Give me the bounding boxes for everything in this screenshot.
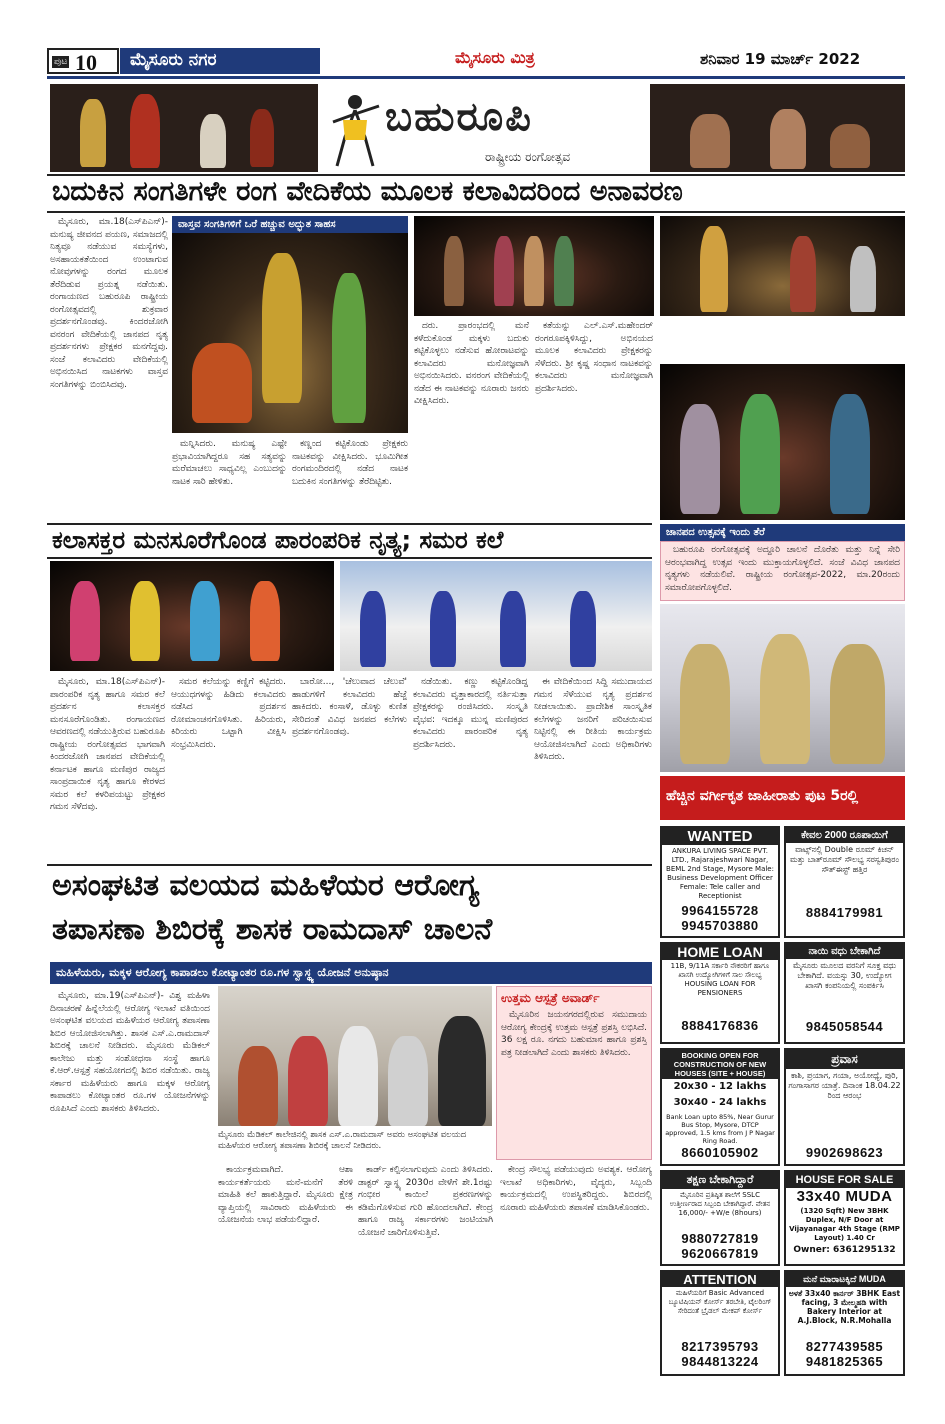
ad-house-sale[interactable] xyxy=(784,1170,905,1266)
award-box xyxy=(496,986,652,1160)
ad-room-head: ಕೇವಲ 2000 ರೂಪಾಯಿಗೆ xyxy=(786,828,903,843)
ad-house-sale-size: 33x40 MUDA xyxy=(796,1188,893,1205)
page-number: 10 xyxy=(75,50,97,75)
rule xyxy=(47,557,652,559)
rule xyxy=(47,864,652,866)
story3-column: ಮೈಸೂರು, ಮಾ.19(ಎಸ್‌ಪಿಎನ್)- ವಿಶ್ವ ಮಹಿಳಾ ದಿನಾಚರಣೆ ಹಿನ್ನೆಲೆಯಲ್ಲಿ ಆರೋಗ್ಯ ಇಲಾಖೆ ವತಿಯಿಂದ ಅಸಂಘಟಿತ ವಲಯದ ಮಹಿಳೆಯರ ಆರೋಗ್ಯ ತಪಾಸಣಾ ಶಿಬಿರ ಆಯೋಜಿಸಲಾಗಿತ್ತು. ಶಾಸಕ ಎಸ್.ಎ.ರಾಮದಾಸ್ ಶಿಬಿರಕ್ಕೆ ಚಾಲನೆ ನೀಡಿದರು. ಮೈಸೂರು ಮೆಡಿಕಲ್ ಕಾಲೇಜು ಮತ್ತು ಸಂಶೋಧನಾ ಸಂಸ್ಥೆ ಹಾಗೂ ಕೆ.ಆರ್.ಆಸ್ಪತ್ರೆ ಸಹಯೋಗದಲ್ಲಿ ಶಿಬಿರ ನಡೆಯಿತು. ರಾಜ್ಯ ಸರ್ಕಾರ ಮಹಿಳೆಯರು ಹಾಗೂ ಮಕ್ಕಳ ಆರೋಗ್ಯ ಕಾಪಾಡಲು ಕೋಟ್ಯಾಂತರ ರೂ.ಗಳ ಯೋಜನೆಗಳನ್ನು ರೂಪಿಸಿದೆ ಎಂದು ಶಾಸಕರು ತಿಳಿಸಿದರು. xyxy=(50,991,210,1114)
ad-house-muda-head: ಮನೆ ಮಾರಾಟಕ್ಕಿದೆ MUDA xyxy=(786,1272,903,1287)
ad-booking-phone: 8660105902 xyxy=(681,1145,759,1160)
story2-photo-dance xyxy=(50,561,334,671)
rule xyxy=(47,523,652,525)
ad-booking-line1: 20x30 - 12 lakhs xyxy=(673,1081,767,1092)
ad-house-muda-phone: 9481825365 xyxy=(805,1354,884,1369)
ad-room-body: ವಾಟ್ಸ್‌ನಲ್ಲಿ Double ರೂಮ್‌ ಕಿಚನ್ ಮತ್ತು ಬಾತ್‌ರೂಮ್ ಸೌಲಭ್ಯ ಸರಸ್ವತಿಪುರಂ ಸೌತ್‌ಈಸ್ಟ್ ಹತ್ತಿರ xyxy=(789,845,900,874)
story3-subhead: ಮಹಿಳೆಯರು, ಮಕ್ಕಳ ಆರೋಗ್ಯ ಕಾಪಾಡಲು ಕೋಟ್ಯಾಂತರ ರೂ.ಗಳ ಸ್ವಾಸ್ಥ್ಯ ಯೋಜನೆ ಅನುಷ್ಠಾನ xyxy=(50,962,652,984)
ad-home-loan-head: HOME LOAN xyxy=(662,944,778,960)
ad-travel-head: ಪ್ರವಾಸ xyxy=(786,1050,903,1069)
story3-column: ಕಾರ್ಡ್ ಕಲ್ಪಿಸಲಾಗುವುದು ಎಂದು ತಿಳಿಸಿದರು. ಡಾಕ್ಟರ್ ಸ್ವಾಸ್ಥ್ಯ 2030ರ ವೇಳೆಗೆ ಶೇ.1ರಷ್ಟು ಗಂಭೀರ ಕಾಯಿಲೆ ಪ್ರಕರಣಗಳನ್ನು ಕಡಿಮೆಗೊಳಿಸುವ ಗುರಿ ಹೊಂದಲಾಗಿದೆ. ಕೇಂದ್ರ ಹಾಗೂ ರಾಜ್ಯ ಸರ್ಕಾರಗಳು ಜಂಟಿಯಾಗಿ ಯೋಜನೆ ಜಾರಿಗೊಳಿಸುತ್ತಿವೆ. xyxy=(358,1165,493,1238)
story2-column: ಬಾರೋ..., 'ಚೆಲುವಾದ ಚೆಲುವೆ' ಹಾಡುಗಳಿಗೆ ಕಲಾವಿದರು ಹೆಜ್ಜೆ ಹಾಕಿದರು. ಕಂಸಾಳೆ, ಡೊಳ್ಳು ಕುಣಿತ ಸೇರಿದಂತೆ ವಿವಿಧ ಜನಪದ ಕಲೆಗಳು ಪ್ರದರ್ಶನಗೊಂಡವು. xyxy=(292,677,407,737)
notice-body: ಬಹುರೂಪಿ ರಂಗೋತ್ಸವಕ್ಕೆ ಅದ್ದೂರಿ ಚಾಲನೆ ದೊರೆತು ಮತ್ತು ನಿನ್ನೆ ಸೇರಿ ಆರಂಭವಾಗಿದ್ದ ಉತ್ಸವ ಇಂದು ಮುಕ್ತಾಯಗೊಳ್ಳಲಿದೆ. ಸಂಜೆ ವಿವಿಧ ಜಾನಪದ ನೃತ್ಯಗಳು ನಡೆಯಲಿವೆ. ರಾಷ್ಟ್ರೀಯ ರಂಗೋತ್ಸವ-2022, ಮಾ.20ರಂದು ಸಮಾರೋಪಗೊಳ್ಳಲಿದೆ. xyxy=(660,541,905,601)
ad-travel-body: ಕಾಶಿ, ಪ್ರಯಾಗ, ಗಯಾ, ಅಯೋಧ್ಯೆ, ಪುರಿ, ಗಂಗಾಸಾಗರ ಯಾತ್ರೆ. ದಿನಾಂಕ 18.04.22 ರಿಂದ ಆರಂಭ xyxy=(788,1071,901,1100)
ad-booking[interactable] xyxy=(660,1048,780,1166)
page-label: ಪುಟ xyxy=(54,57,68,67)
award-body: ಮೈಸೂರಿನ ಜಯನಗರದಲ್ಲಿರುವ ಸಮುದಾಯ ಆರೋಗ್ಯ ಕೇಂದ್ರಕ್ಕೆ ಉತ್ತಮ ಆಸ್ಪತ್ರೆ ಪ್ರಶಸ್ತಿ ಲಭಿಸಿದೆ. 36 ಲಕ್ಷ ರೂ. ನಗದು ಬಹುಮಾನ ಹಾಗೂ ಪ್ರಶಸ್ತಿ ಪತ್ರ ನೀಡಲಾಗಿದೆ ಎಂದು ಶಾಸಕರು ತಿಳಿಸಿದರು. xyxy=(501,1010,647,1058)
story1-photo-tag: ವಾಸ್ತವ ಸಂಗತಿಗಳಿಗೆ ಒರೆ ಹಚ್ಚುವ ಅದ್ಭುತ ಸಾಹಸ xyxy=(172,216,408,233)
ad-home-loan-phone: 8884176836 xyxy=(681,1018,759,1033)
ad-house-muda-phone: 8277439585 xyxy=(805,1339,884,1354)
story1-column: ಮನ್ನಿಸಿದರು. ಮನುಷ್ಯ ಎಷ್ಟೇ ಪ್ರಭಾವಿಯಾಗಿದ್ದರೂ ಸಹ ಸತ್ಯವನ್ನು ಮರೆಮಾಚಲು ಸಾಧ್ಯವಿಲ್ಲ ಎಂಬುದನ್ನು ನಾಟಕ ಸಾರಿ ಹೇಳಿತು. xyxy=(172,439,287,487)
story1-column: ದರು. ಪ್ರಾರಂಭದಲ್ಲಿ ಮನೆ ಕಳೆದುಕೊಂಡ ಮಕ್ಕಳು ಬದುಕು ಕಟ್ಟಿಕೊಳ್ಳಲು ನಡೆಸುವ ಹೋರಾಟವನ್ನು ಕಲಾವಿದರು ಮನೋಜ್ಞವಾಗಿ ಅಭಿನಯಿಸಿದರು. ವನರಂಗ ವೇದಿಕೆಯಲ್ಲಿ ನಡೆದ ಈ ನಾಟಕವನ್ನು ನೂರಾರು ಜನರು ವೀಕ್ಷಿಸಿದರು. xyxy=(414,321,529,406)
ad-booking-head: BOOKING OPEN FOR CONSTRUCTION OF NEW HOUSES (SITE + HOUSE) xyxy=(662,1050,778,1079)
bahuroopi-logo-figure xyxy=(325,92,385,170)
masthead: ಮೈಸೂರು ಮಿತ್ರ xyxy=(455,48,535,67)
ad-wanted-phone: 9964155728 xyxy=(681,903,759,918)
ad-attention-phone: 9844813224 xyxy=(681,1354,759,1369)
ad-wanted-head: WANTED xyxy=(662,828,778,845)
ad-bride-wanted-head: ನಾಯಿ ವಧು ಬೇಕಾಗಿದೆ xyxy=(786,944,903,959)
story1-headline: ಬದುಕಿನ ಸಂಗತಿಗಳೇ ರಂಗ ವೇದಿಕೆಯ ಮೂಲಕ ಕಲಾವಿದರಿಂದ ಅನಾವರಣ xyxy=(52,176,683,207)
story1-photo-play xyxy=(414,216,654,316)
story3-photo-caption: ಮೈಸೂರು ಮೆಡಿಕಲ್ ಕಾಲೇಜಿನಲ್ಲಿ ಶಾಸಕ ಎಸ್.ಎ.ರಾಮದಾಸ್ ಅವರು ಅಸಂಘಟಿತ ವಲಯದ ಮಹಿಳೆಯರ ಆರೋಗ್ಯ ತಪಾಸಣಾ ಶಿಬಿರಕ್ಕೆ ಚಾಲನೆ ನೀಡಿದರು. xyxy=(218,1130,467,1151)
story3-photo-inauguration xyxy=(218,986,492,1126)
story3-column: ಕೇಂದ್ರ ಸೌಲಭ್ಯ ಪಡೆಯುವುದು ಅವಶ್ಯಕ. ಆರೋಗ್ಯ ಇಲಾಖೆ ಅಧಿಕಾರಿಗಳು, ವೈದ್ಯರು, ಸಿಬ್ಬಂದಿ ಕಾರ್ಯಕ್ರಮದಲ್ಲಿ ಉಪಸ್ಥಿತರಿದ್ದರು. ಶಿಬಿರದಲ್ಲಿ ನೂರಾರು ಮಹಿಳೆಯರು ತಪಾಸಣೆ ಮಾಡಿಸಿಕೊಂಡರು. xyxy=(500,1165,652,1213)
story2-photo-siddi-dance xyxy=(660,604,905,772)
notice-head: ಜಾನಪದ ಉತ್ಸವಕ್ಕೆ ಇಂದು ತೆರೆ xyxy=(660,524,905,541)
ad-travel[interactable] xyxy=(784,1048,905,1166)
story1-photo-krishna xyxy=(660,216,905,316)
dateline: ಶನಿವಾರ 19 ಮಾರ್ಚ್ 2022 xyxy=(700,50,861,68)
story2-column: ಮೈಸೂರು, ಮಾ.18(ಎಸ್‌ಪಿಎನ್)- ಪಾರಂಪರಿಕ ನೃತ್ಯ ಹಾಗೂ ಸಮರ ಕಲೆ ಪ್ರದರ್ಶನ ಕಲಾಸಕ್ತರ ಮನಸೂರೆಗೊಂಡಿತು. ರಂಗಾಯಣದ ಆವರಣದಲ್ಲಿ ನಡೆಯುತ್ತಿರುವ ಬಹುರೂಪಿ ರಾಷ್ಟ್ರೀಯ ರಂಗೋತ್ಸವದ ಭಾಗವಾಗಿ ಕಿಂದರಜೋಗಿ ಜಾನಪದ ವೇದಿಕೆಯಲ್ಲಿ ಕರ್ನಾಟಕ ಹಾಗೂ ಮಣಿಪುರ ರಾಜ್ಯದ ಸಾಂಪ್ರದಾಯಿಕ ನೃತ್ಯ ಹಾಗೂ ಕೇರಳದ ಸಮರ ಕಲೆ ಕಳರಿಪಯಟ್ಟು ಪ್ರೇಕ್ಷಕರ ಗಮನ ಸೆಳೆದವು. xyxy=(50,677,165,812)
story2-column: ಸಮರ ಕಲೆಯನ್ನು ಕಣ್ಣಿಗೆ ಕಟ್ಟಿದರು. ಆಯುಧಗಳನ್ನು ಹಿಡಿದು ಕಲಾವಿದರು ನಡೆಸಿದ ಪ್ರದರ್ಶನ ರೋಮಾಂಚನಗೊಳಿಸಿತು. ಹಿರಿಯರು, ಕಿರಿಯರು ಒಟ್ಟಾಗಿ ವೀಕ್ಷಿಸಿ ಸಂಭ್ರಮಿಸಿದರು. xyxy=(171,677,286,750)
ad-wanted-phone: 9945703880 xyxy=(681,918,759,933)
rule xyxy=(47,211,905,213)
story1-photo-yakshagana xyxy=(172,233,408,433)
story2-column: ನಡೆಯಿತು. ಕಣ್ಣು ಕಟ್ಟಿಕೊಂಡಿದ್ದ ಕಲಾವಿದರು ವೃತ್ತಾಕಾರದಲ್ಲಿ ನರ್ತಿಸುತ್ತಾ ಪ್ರೇಕ್ಷಕರನ್ನು ರಂಜಿಸಿದರು. ಸಂಸ್ಕೃತಿ ವೈಭವ: ಇದಕ್ಕೂ ಮುನ್ನ ಮಣಿಪುರದ ಕಲಾವಿದರು ಪಾರಂಪರಿಕ ನೃತ್ಯ ಪ್ರದರ್ಶಿಸಿದರು. xyxy=(413,677,528,750)
story3-headline-line2: ತಪಾಸಣಾ ಶಿಬಿರಕ್ಕೆ ಶಾಸಕ ರಾಮದಾಸ್ ಚಾಲನೆ xyxy=(52,912,493,947)
story1-column: ಕಣ್ಣಂದ ಕಟ್ಟಿಕೊಂಡು ಪ್ರೇಕ್ಷಕರು ನಾಟಕವನ್ನು ವೀಕ್ಷಿಸಿದರು. ಭೂಮಿಗೀತ ರಂಗಮಂದಿರದಲ್ಲಿ ನಡೆದ ನಾಟಕ ಬದುಕಿನ ಸಂಗತಿಗಳನ್ನು ತೆರೆದಿಟ್ಟಿತು. xyxy=(292,439,408,487)
section-title: ಮೈಸೂರು ನಗರ xyxy=(120,48,320,74)
ad-travel-phone: 9902698623 xyxy=(805,1145,884,1160)
story2-photo-drummers xyxy=(340,561,652,671)
ad-staff-wanted[interactable] xyxy=(660,1170,780,1266)
banner-photo-left xyxy=(50,84,318,172)
story2-column: ಈ ವೇದಿಕೆಯಿಂದ ಸಿದ್ದಿ ಸಮುದಾಯದ ಗಮನ ಸೆಳೆಯುವ ನೃತ್ಯ ಪ್ರದರ್ಶನ ನೀಡಲಾಯಿತು. ಪ್ರಾದೇಶಿಕ ಸಾಂಸ್ಕೃತಿಕ ಕಲೆಗಳನ್ನು ಜನರಿಗೆ ಪರಿಚಯಿಸುವ ನಿಟ್ಟಿನಲ್ಲಿ ಈ ರೀತಿಯ ಕಾರ್ಯಕ್ರಮ ಆಯೋಜಿಸಲಾಗಿದೆ ಎಂದು ಅಧಿಕಾರಿಗಳು ತಿಳಿಸಿದರು. xyxy=(534,677,652,762)
story1-photo-drama xyxy=(660,364,905,520)
ad-house-muda[interactable] xyxy=(784,1270,905,1376)
ad-house-muda-body: ಅಳತೆ 33x40 ಕಾರ್ನರ್ 3BHK East facing, 3 ಮೇಲ್ಮಹಡಿ with Bakery Interior at A.J.Block, N.R.Mohalla xyxy=(788,1289,901,1325)
award-head: ಉತ್ತಮ ಆಸ್ಪತ್ರೆ ಅವಾರ್ಡ್ xyxy=(501,991,600,1005)
ad-staff-wanted-phone: 9620667819 xyxy=(681,1246,759,1261)
story1-column: ಕತೆಯನ್ನು ಎಲ್.ಎಸ್.ಮಹೇಂದರ್ ರಂಗರೂಪಕ್ಕಿಳಿಸಿದ್ದು, ಅಭಿನಯದ ಮೂಲಕ ಕಲಾವಿದರು ಪ್ರೇಕ್ಷಕರನ್ನು ಸೆಳೆದರು. ಶ್ರೀ ಕೃಷ್ಣ ಸಂಧಾನ ನಾಟಕವನ್ನು ಕಲಾವಿದರು ಮನೋಜ್ಞವಾಗಿ ಪ್ರದರ್ಶಿಸಿದರು. xyxy=(535,321,653,394)
story3-headline-line1: ಅಸಂಘಟಿತ ವಲಯದ ಮಹಿಳೆಯರ ಆರೋಗ್ಯ xyxy=(52,868,480,903)
ad-room-phone: 8884179981 xyxy=(805,905,884,920)
ad-wanted-body: ANKURA LIVING SPACE PVT. LTD., Rajarajeshwari Nagar, BEML 2nd Stage, Mysore Male: Business Development Officer Female: Tele caller and Receptionist xyxy=(666,847,774,900)
ad-booking-body: Bank Loan upto 85%, Near Gurur Bus Stop, Mysore, DTCP approved, 1.5 kms from J P Nagar Ring Road. xyxy=(665,1113,775,1145)
header-rule xyxy=(47,76,905,79)
story3-column: ಕಾರ್ಯಕ್ರಮವಾಗಿದೆ. ಆಶಾ ಕಾರ್ಯಕರ್ತೆಯರು ಮನೆ-ಮನೆಗೆ ತೆರಳಿ ಮಾಹಿತಿ ಕಲೆ ಹಾಕುತ್ತಿದ್ದಾರೆ. ಮೈಸೂರು ಕ್ಷೇತ್ರ ವ್ಯಾಪ್ತಿಯಲ್ಲಿ ಸಾವಿರಾರು ಮಹಿಳೆಯರು ಈ ಯೋಜನೆಯ ಲಾಭ ಪಡೆಯಲಿದ್ದಾರೆ. xyxy=(218,1165,353,1225)
classifieds-banner: ಹೆಚ್ಚಿನ ವರ್ಗೀಕೃತ ಜಾಹೀರಾತು ಪುಟ 5ರಲ್ಲಿ xyxy=(660,776,905,820)
ad-house-sale-body: (1320 Sqft) New 3BHK Duplex, N/F Door at Vijayanagar 4th Stage (RMP Layout) 1.40 Cr xyxy=(789,1207,900,1242)
ad-bride-wanted-phone: 9845058544 xyxy=(805,1019,884,1034)
ad-house-sale-owner: Owner: 6361295132 xyxy=(793,1245,896,1255)
ad-wanted[interactable] xyxy=(660,826,780,938)
ad-attention-body: ಮಹಿಳೆಯರಿಗೆ Basic Advanced ಬ್ಯೂಟಿಷಿಯನ್ ಕೋರ್ಸ್ ತರಬೇತಿ, ಟೈಲರಿಂಗ್ ಸೇರಿದಂತೆ ಬ್ರೈಡಲ್ ಮೇಕಪ್ ಕೋರ್ಸ್ xyxy=(668,1289,772,1315)
ad-staff-wanted-head: ತಕ್ಷಣ ಬೇಕಾಗಿದ್ದಾರೆ xyxy=(662,1172,778,1189)
ad-house-sale-head: HOUSE FOR SALE xyxy=(786,1172,903,1188)
ad-home-loan[interactable] xyxy=(660,942,780,1044)
bahuroopi-logo-text: ಬಹುರೂಪಿ xyxy=(385,94,533,140)
ad-booking-line2: 30x40 - 24 lakhs xyxy=(673,1097,767,1108)
ad-staff-wanted-phone: 9880727819 xyxy=(681,1231,759,1246)
ad-room[interactable] xyxy=(784,826,905,938)
banner-photo-right xyxy=(650,84,905,172)
page-number-box xyxy=(47,48,119,74)
ad-bride-wanted[interactable] xyxy=(784,942,905,1044)
story1-column: ಮೈಸೂರು, ಮಾ.18(ಎಸ್‌ಪಿಎನ್)- ಮನುಷ್ಯ ಜೀವನದ ಪಯಣ, ಸಮಾಜದಲ್ಲಿ ನಿತ್ಯವೂ ನಡೆಯುವ ಸಮಸ್ಯೆಗಳು, ಅಸಹಾಯಕತೆಯಿಂದ ಉಂಟಾಗುವ ನೋವುಗಳನ್ನು ರಂಗದ ಮೂಲಕ ತೆರೆದಿಡುವ ಪ್ರಯತ್ನ ನಡೆಯಿತು. ರಂಗಾಯಣದ ಬಹುರೂಪಿ ರಾಷ್ಟ್ರೀಯ ರಂಗೋತ್ಸವದಲ್ಲಿ ಶುಕ್ರವಾರ ಪ್ರದರ್ಶನಗೊಂಡವು. ಕಿಂದರಜೋಗಿ ವನರಂಗ ವೇದಿಕೆಯಲ್ಲಿ ಜಾನಪದ ನೃತ್ಯ ಪ್ರದರ್ಶನಗಳು ಪ್ರೇಕ್ಷಕರ ಮನಗೆದ್ದವು. ಸಂಜೆ ಕಲಾವಿದರು ವೇದಿಕೆಯಲ್ಲಿ ಅಭಿನಯಿಸಿದ ನಾಟಕಗಳು ವಾಸ್ತವ ಸಂಗತಿಗಳನ್ನು ಬಿಂಬಿಸಿದವು. xyxy=(50,217,168,390)
ad-attention[interactable] xyxy=(660,1270,780,1376)
ad-attention-head: ATTENTION xyxy=(662,1272,778,1287)
ad-staff-wanted-body: ಮೈಸೂರಿನ ಪ್ರತಿಷ್ಠಿತ ಶಾಲೆಗೆ SSLC ಉತ್ತೀರ್ಣರಾದ ಸಿಬ್ಬಂದಿ ಬೇಕಾಗಿದ್ದಾರೆ. ವೇತನ 16,000/- +W/e (8hours) xyxy=(669,1191,771,1217)
ad-home-loan-body: 11B, 9/11A ಸರ್ಕಾರಿ ನೌಕರರಿಗೆ ಹಾಗೂ ಖಾಸಗಿ ಉದ್ಯೋಗಿಗಳಿಗೆ ಸಾಲ ಸೌಲಭ್ಯ HOUSING LOAN FOR PENSIONERS xyxy=(670,962,770,997)
ad-bride-wanted-body: ಮೈಸೂರು ಮೂಲದ ವರನಿಗೆ ಸೂಕ್ತ ವಧು ಬೇಕಾಗಿದೆ. ವಯಸ್ಸು 30, ಉದ್ಯೋಗ ಖಾಸಗಿ ಕಂಪನಿಯಲ್ಲಿ ಸಂಪರ್ಕಿಸಿ xyxy=(792,961,897,990)
bahuroopi-logo-subtitle: ರಾಷ್ಟ್ರೀಯ ರಂಗೋತ್ಸವ xyxy=(485,150,571,164)
story2-headline: ಕಲಾಸಕ್ತರ ಮನಸೂರೆಗೊಂಡ ಪಾರಂಪರಿಕ ನೃತ್ಯ; ಸಮರ ಕಲೆ xyxy=(52,526,504,554)
ad-attention-phone: 8217395793 xyxy=(681,1339,759,1354)
